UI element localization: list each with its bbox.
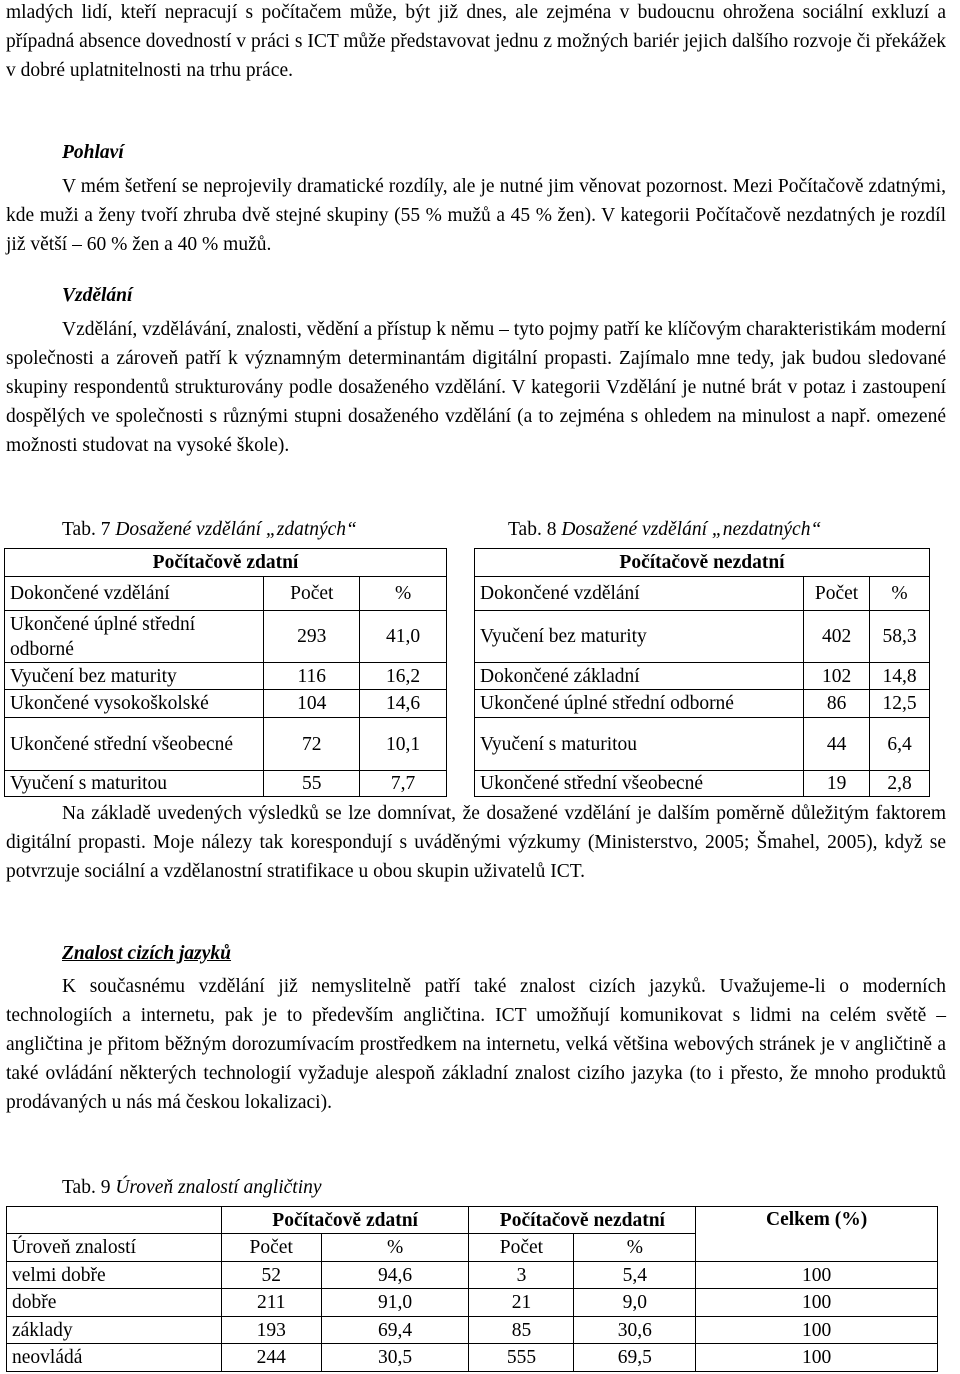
table-cell: Ukončené úplné střední odborné bbox=[5, 611, 264, 663]
table-cell: 7,7 bbox=[360, 771, 447, 797]
table-cell: 44 bbox=[804, 718, 870, 771]
tab9-caption-title: Úroveň znalostí angličtiny bbox=[115, 1177, 322, 1198]
table-cell: 72 bbox=[264, 718, 360, 771]
table-cell: Ukončené střední všeobecné bbox=[475, 771, 804, 797]
table-cell: základy bbox=[7, 1317, 222, 1344]
table-cell: 30,5 bbox=[321, 1344, 469, 1372]
tab7-caption-title: Dosažené vzdělání „zdatných“ bbox=[115, 519, 357, 540]
table-cell: velmi dobře bbox=[7, 1262, 222, 1289]
table-cell: 555 bbox=[469, 1344, 574, 1372]
table-cell: Vyučení s maturitou bbox=[475, 718, 804, 771]
table-cell: 2,8 bbox=[870, 771, 930, 797]
table-row bbox=[7, 1344, 938, 1372]
pohlavi-paragraph: V mém šetření se neprojevily dramatické rozdíly, ale je nutné jim věnovat pozornost. Mezi Počítačově zdatnými, kde muži a ženy tvoří zhruba dvě stejné skupiny (55 % mužů a 45 % žen). V kategorii Počítačově nezdatných je rozdíl již větší – 60 % žen a 40 % mužů. bbox=[6, 176, 946, 255]
table-cell: 9,0 bbox=[574, 1289, 696, 1317]
tab9-col-header: % bbox=[321, 1234, 469, 1262]
table-cell: 104 bbox=[264, 690, 360, 718]
table-cell: 102 bbox=[804, 663, 870, 690]
tab9-group-header: Počítačově zdatní bbox=[221, 1207, 469, 1234]
table-cell: Ukončené střední všeobecné bbox=[5, 718, 264, 771]
table-row bbox=[7, 1289, 938, 1317]
tab7-col-header: % bbox=[360, 577, 447, 611]
table-cell: 91,0 bbox=[321, 1289, 469, 1317]
tab9-col-header: Počet bbox=[221, 1234, 321, 1262]
heading-jazyky: Znalost cizích jazyků bbox=[62, 943, 232, 964]
table-cell: 100 bbox=[696, 1344, 938, 1372]
tab9-caption bbox=[62, 1177, 322, 1199]
table-row bbox=[475, 690, 930, 718]
vzdelani-paragraph: Vzdělání, vzdělávání, znalosti, vědění a přístup k němu – tyto pojmy patří ke klíčovým charakteristikám moderní společnosti a zároveň patří k významným determinantám digitální propasti. Zajímalo mne tedy, jak budou sledované skupiny respondentů strukturovány podle dosaženého vzdělání. V kategorii Vzdělání je nutné brát v potaz i zastoupení dospělých ve společnosti s různými stupni dosaženého vzdělání (a to zejména s ohledem na minulost a např. omezené možnosti studovat na vysoké škole). bbox=[6, 319, 946, 456]
table-cell: Ukončené úplné střední odborné bbox=[475, 690, 804, 718]
table-cell: 55 bbox=[264, 771, 360, 797]
table-cell: 244 bbox=[221, 1344, 321, 1372]
table-row bbox=[5, 663, 447, 690]
table-cell: 6,4 bbox=[870, 718, 930, 771]
table-cell: 5,4 bbox=[574, 1262, 696, 1289]
tab7-col-header: Počet bbox=[264, 577, 360, 611]
table-cell: 85 bbox=[469, 1317, 574, 1344]
table-cell: 86 bbox=[804, 690, 870, 718]
table-cell: Vyučení s maturitou bbox=[5, 771, 264, 797]
table-row bbox=[5, 718, 447, 771]
table-cell: neovládá bbox=[7, 1344, 222, 1372]
tab9-col-header: Úroveň znalostí bbox=[7, 1234, 222, 1262]
table-cell: 211 bbox=[221, 1289, 321, 1317]
table-row bbox=[475, 718, 930, 771]
tab8-caption bbox=[508, 519, 821, 541]
tab8-group-header: Počítačově nezdatní bbox=[475, 549, 930, 577]
table-cell: 100 bbox=[696, 1289, 938, 1317]
table-row bbox=[5, 771, 447, 797]
heading-vzdelani: Vzdělání bbox=[62, 285, 133, 306]
table-row bbox=[7, 1317, 938, 1344]
table-cell: 94,6 bbox=[321, 1262, 469, 1289]
tab8-col-header: % bbox=[870, 577, 930, 611]
tab7-group-header: Počítačově zdatní bbox=[5, 549, 447, 577]
table-cell: 100 bbox=[696, 1317, 938, 1344]
tab7-col-header: Dokončené vzdělání bbox=[5, 577, 264, 611]
table-cell: 12,5 bbox=[870, 690, 930, 718]
table-row bbox=[5, 611, 447, 663]
table-cell: 16,2 bbox=[360, 663, 447, 690]
tab7-caption-prefix: Tab. 7 bbox=[62, 519, 116, 540]
tab9-group-header: Celkem (%) bbox=[696, 1207, 938, 1262]
table-cell: 69,4 bbox=[321, 1317, 469, 1344]
table-cell: 3 bbox=[469, 1262, 574, 1289]
table-cell: Vyučení bez maturity bbox=[475, 611, 804, 663]
table-cell: 402 bbox=[804, 611, 870, 663]
table-cell: 116 bbox=[264, 663, 360, 690]
table-cell-empty bbox=[7, 1207, 222, 1234]
table-cell: 14,8 bbox=[870, 663, 930, 690]
table-cell: Vyučení bez maturity bbox=[5, 663, 264, 690]
conclusion-paragraph: Na základě uvedených výsledků se lze domnívat, že dosažené vzdělání je dalším poměrně důležitým faktorem digitální propasti. Moje nálezy tak korespondují s uváděnými výzkumy (Ministerstvo, 2005; Šmahel, 2005), když se potvrzuje sociální a vzdělanostní stratifikace u obou skupin uživatelů ICT. bbox=[6, 803, 946, 882]
tab9-table bbox=[6, 1206, 938, 1372]
table-cell: 69,5 bbox=[574, 1344, 696, 1372]
table-cell: 19 bbox=[804, 771, 870, 797]
tab8-table bbox=[474, 548, 930, 797]
tab9-col-header: Počet bbox=[469, 1234, 574, 1262]
tab7-caption bbox=[62, 519, 357, 541]
tab7-table bbox=[4, 548, 447, 797]
table-row bbox=[7, 1262, 938, 1289]
table-cell: 21 bbox=[469, 1289, 574, 1317]
intro-paragraph: mladých lidí, kteří nepracují s počítačem může, být již dnes, ale zejména v budoucnu ohrožena sociální exkluzí a případná absence dovedností v práci s ICT může představovat jednu z možných bariér jejich dalšího rozvoje či překážek v dobré uplatnitelnosti na trhu práce. bbox=[6, 2, 946, 81]
table-row bbox=[5, 690, 447, 718]
table-cell: dobře bbox=[7, 1289, 222, 1317]
jazyky-paragraph: K současnému vzdělání již nemyslitelně patří také znalost cizích jazyků. Uvažujeme-li o moderních technologiích a internetu, pak je to především angličtina. ICT umožňují komunikovat s lidmi na celém světě – angličtina je přitom běžným dorozumívacím prostředkem na internetu, velká většina webových stránek je v angličtině a také ovládání některých technologií vyžaduje alespoň základní znalost cizího jazyka (to i přesto, že mnoho produktů prodávaných u nás má českou lokalizaci). bbox=[6, 976, 946, 1113]
table-cell: 10,1 bbox=[360, 718, 447, 771]
table-cell: 58,3 bbox=[870, 611, 930, 663]
table-row bbox=[475, 663, 930, 690]
table-cell: 100 bbox=[696, 1262, 938, 1289]
table-cell: 52 bbox=[221, 1262, 321, 1289]
tab8-caption-title: Dosažené vzdělání „nezdatných“ bbox=[561, 519, 822, 540]
table-cell: 30,6 bbox=[574, 1317, 696, 1344]
tab9-col-header: % bbox=[574, 1234, 696, 1262]
tab9-caption-prefix: Tab. 9 bbox=[62, 1177, 116, 1198]
tab8-caption-prefix: Tab. 8 bbox=[508, 519, 562, 540]
table-cell: Dokončené základní bbox=[475, 663, 804, 690]
heading-pohlavi: Pohlaví bbox=[62, 142, 124, 163]
table-cell: 293 bbox=[264, 611, 360, 663]
table-row bbox=[475, 771, 930, 797]
table-cell: 14,6 bbox=[360, 690, 447, 718]
table-row bbox=[475, 611, 930, 663]
tab9-group-header: Počítačově nezdatní bbox=[469, 1207, 696, 1234]
table-cell: 41,0 bbox=[360, 611, 447, 663]
table-cell: 193 bbox=[221, 1317, 321, 1344]
tab8-col-header: Počet bbox=[804, 577, 870, 611]
tab8-col-header: Dokončené vzdělání bbox=[475, 577, 804, 611]
table-cell: Ukončené vysokoškolské bbox=[5, 690, 264, 718]
